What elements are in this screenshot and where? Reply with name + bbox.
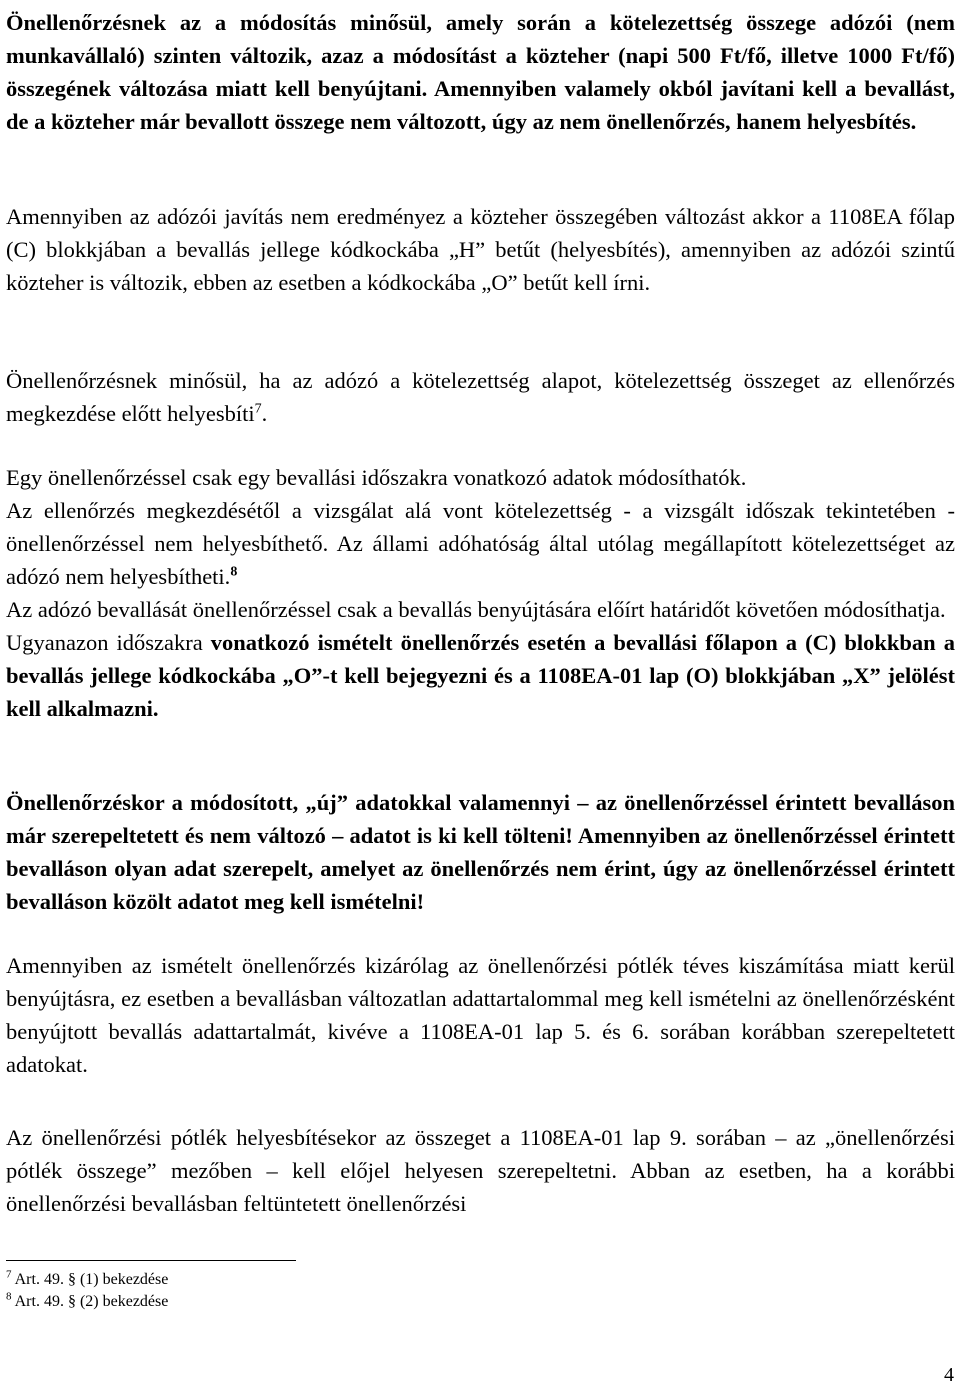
footnote-ref-8: 8 — [230, 564, 238, 580]
paragraph-correction-code: Amennyiben az adózói javítás nem eredményez a közteher összegében változást akkor a 1108EA főlap (C) blokkjában a bevallás jellege kódkockába „H” betűt (helyesbítés), amennyiben az adózói szintű közteher is változik, ebben az esetben a kódkockába „O” betűt kell írni. — [6, 204, 955, 295]
footnote-separator — [6, 1260, 296, 1261]
paragraph-modification-deadline: Az adózó bevallását önellenőrzéssel csak a bevallás benyújtására előírt határidőt követően módosíthatja. — [6, 597, 946, 622]
paragraph-text: Önellenőrzésnek minősül, ha az adózó a kötelezettség alapot, kötelezettség összeget az ellenőrzés megkezdése előtt helyesbíti — [6, 368, 955, 426]
paragraph-self-audit-definition: Önellenőrzésnek az a módosítás minősül, amely során a kötelezettség összege adózói (nem munkavállaló) szinten változik, azaz a módosítást a közteher (napi 500 Ft/fő, illetve 1000 Ft/fő) összegének változása miatt kell benyújtani. Amennyiben valamely okból javítani kell a bevallást, de a közteher már bevallott összege nem változott, úgy az nem önellenőrzés, hanem helyesbítés. — [6, 10, 955, 134]
footnote-8 — [6, 1292, 168, 1312]
paragraph-repeated-self-audit — [6, 626, 955, 725]
paragraph-group — [6, 461, 955, 725]
paragraph-audit-start — [6, 494, 955, 593]
paragraph-one-period: Egy önellenőrzéssel csak egy bevallási időszakra vonatkozó adatok módosíthatók. — [6, 465, 747, 490]
footnote-7 — [6, 1270, 168, 1290]
footnote-ref-7: 7 — [254, 401, 262, 417]
page-number: 4 — [944, 1364, 954, 1386]
paragraph-penalty-correction: Az önellenőrzési pótlék helyesbítésekor az összeget a 1108EA-01 lap 9. sorában – az „önellenőrzési pótlék összege” mezőben – kell előjel helyesen szerepeltetni. Abban az esetben, ha a korábbi önellenőrzési bevallásban feltüntetett önellenőrzési — [6, 1125, 955, 1216]
paragraph-penalty-recalculation: Amennyiben az ismételt önellenőrzés kizárólag az önellenőrzési pótlék téves kiszámítása miatt kerül benyújtásra, ez esetben a bevallásban változatlan adattartalommal meg kell ismételni az önellenőrzésként benyújtott bevallás adattartalmát, kivéve a 1108EA-01 lap 5. és 6. sorában korábban szerepeltetett adatokat. — [6, 953, 955, 1077]
paragraph-text-plain: Ugyanazon időszakra — [6, 630, 211, 655]
paragraph-fill-all-data: Önellenőrzéskor a módosított, „új” adatokkal valamennyi – az önellenőrzéssel érintett bevalláson már szerepeltetett és nem változó – adatot is ki kell tölteni! Amennyiben az önellenőrzéssel érintett bevalláson olyan adat szerepelt, amelyet az önellenőrzés nem érint, úgy az önellenőrzéssel érintett bevalláson közölt adatot meg kell ismételni! — [6, 790, 955, 914]
paragraph-end: . — [261, 401, 268, 426]
paragraph-text: Az ellenőrzés megkezdésétől a vizsgálat alá vont kötelezettség - a vizsgált időszak tekintetében - önellenőrzéssel nem helyesbíthető. Az állami adóhatóság által utólag megállapított kötelezettséget az adózó nem helyesbítheti. — [6, 498, 955, 589]
footnote-text: Art. 49. § (2) bekezdése — [14, 1293, 169, 1310]
footnote-text: Art. 49. § (1) bekezdése — [14, 1271, 169, 1288]
paragraph-self-audit-qualifies — [6, 364, 955, 430]
paragraph-text-bold: vonatkozó ismételt önellenőrzés esetén a bevallási főlapon a (C) blokkban a bevallás jellege kódkockába „O”-t kell bejegyezni és a 1108EA-01 lap (O) blokkjában „X” jelölést kell alkalmazni. — [6, 630, 955, 721]
footnote-mark: 8 — [6, 1290, 12, 1303]
footnote-mark: 7 — [6, 1268, 12, 1281]
